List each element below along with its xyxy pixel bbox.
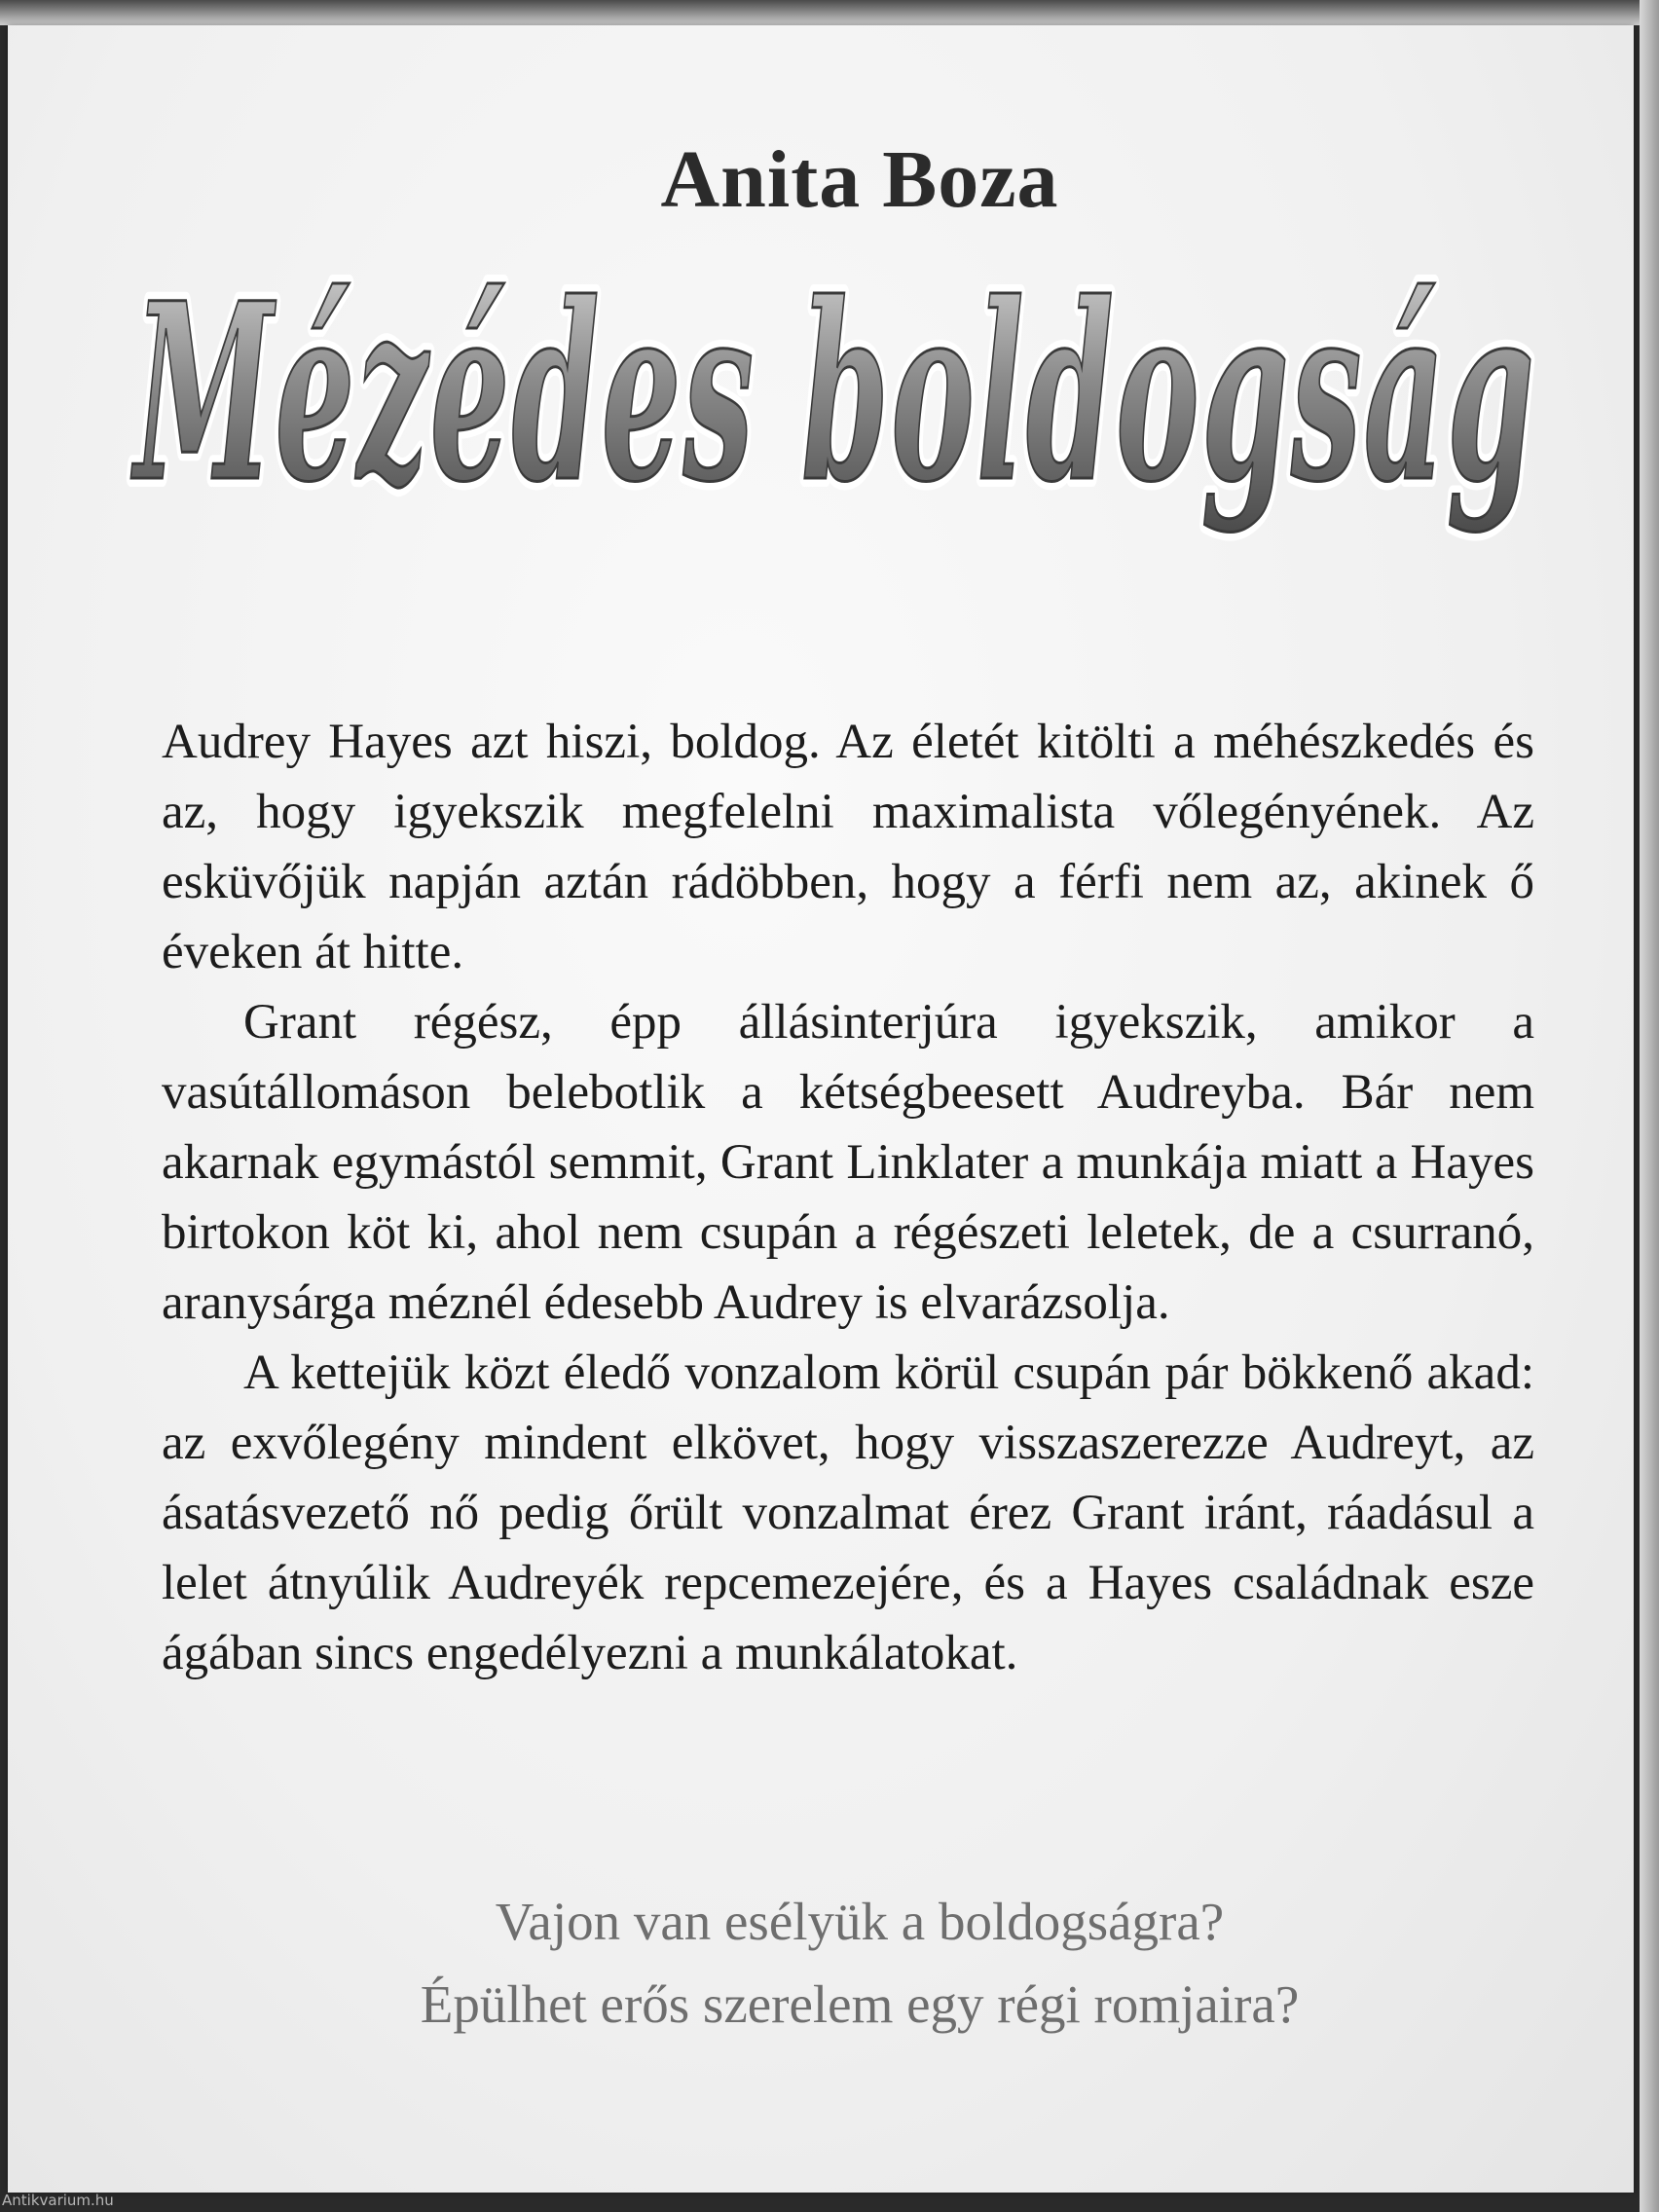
blurb-text	[162, 707, 1534, 1688]
teaser-question-1: Vajon van esélyük a boldogságra?	[495, 1892, 1225, 1951]
book-title-text: Mézédes boldogság	[129, 249, 1537, 535]
blurb-paragraph-1: Audrey Hayes azt hiszi, boldog. Az életét kitölti a méhészkedés és az, hogy igyekszik megfelelni maximalista vőlegényének. Az esküvőjük napján aztán rádöbben, hogy a férfi nem az, akinek ő éveken át hitte.	[162, 715, 1534, 979]
teaser-questions	[8, 1880, 1659, 2046]
blurb-paragraph-2: Grant régész, épp állásinterjúra igyekszik, amikor a vasútállomáson belebotlik a kétségbeesett Audreyba. Bár nem akarnak egymástól semmit, Grant Linklater a munkája miatt a Hayes birtokon köt ki, ahol nem csupán a régészeti leletek, de a csurranó, aranysárga méznél édesebb Audrey is elvarázsolja.	[162, 995, 1534, 1330]
backdrop-top	[0, 0, 1659, 25]
author-name: Anita Boza	[660, 134, 1059, 225]
teaser-question-2: Épülhet erős szerelem egy régi romjaira?	[420, 1974, 1300, 2034]
blurb-paragraph-3: A kettejük közt éledő vonzalom körül csupán pár bökkenő akad: az exvőlegény mindent elkövet, hogy visszaszerezze Audreyt, az ásatásvezető nő pedig őrült vonzalmat érez Grant iránt, ráadásul a lelet átnyúlik Audreyék repcemezejére, és a Hayes családnak esze ágában sincs engedélyezni a munkálatokat.	[162, 1346, 1534, 1680]
watermark: Antikvarium.hu	[2, 2192, 114, 2209]
book-title-shadow: Mézédes boldogság	[129, 249, 1537, 535]
book-title	[115, 235, 1556, 605]
book-back-cover	[8, 25, 1634, 2193]
